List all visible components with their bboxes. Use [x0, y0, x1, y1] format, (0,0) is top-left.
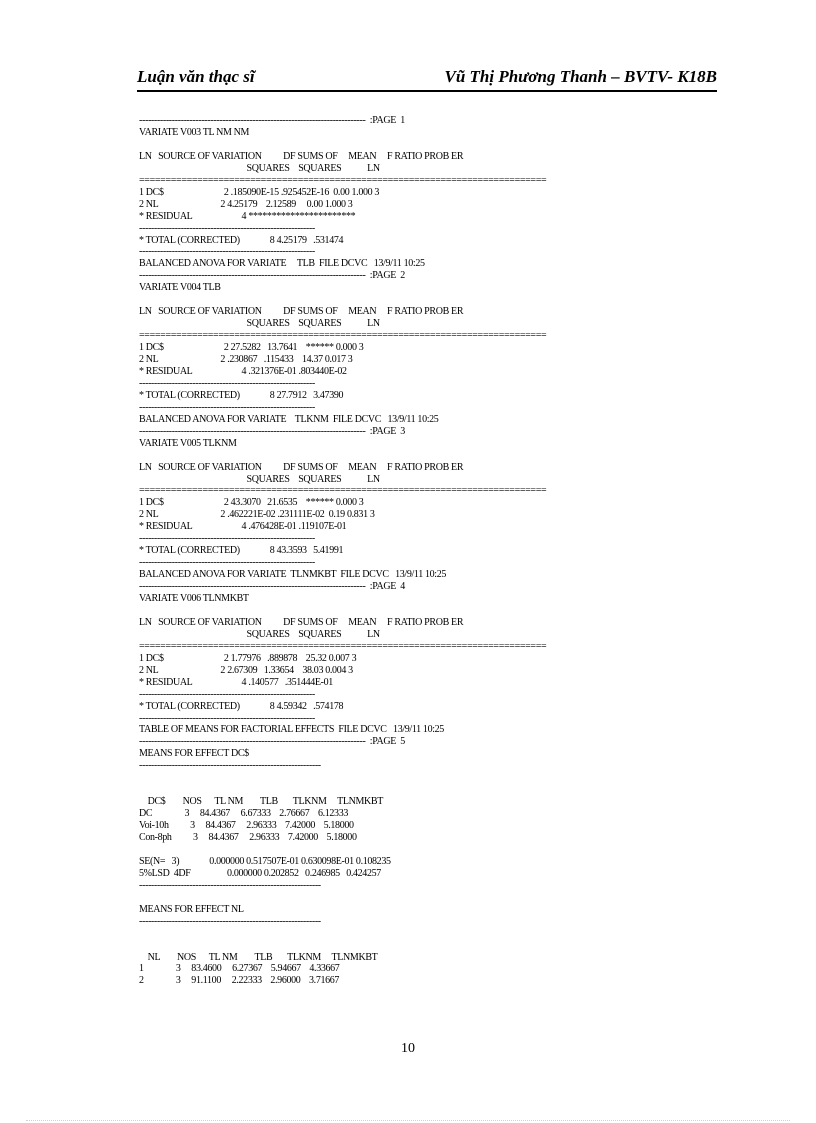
listing-line: =============================================================================	[139, 485, 547, 497]
listing-line: SQUARES SQUARES LN	[139, 473, 380, 485]
listing-line: LN SOURCE OF VARIATION DF SUMS OF MEAN F RATIO PROB ER	[139, 306, 464, 318]
listing-line: * RESIDUAL 4 .476428E-01 .119107E-01	[139, 521, 347, 533]
listing-line: 2 NL 2 .462221E-02 .231111E-02 0.19 0.831 3	[139, 509, 375, 521]
listing-line: 1 DC$ 2 43.3070 21.6535 ****** 0.000 3	[139, 497, 364, 509]
listing-line: -----------------------------------------------------------	[139, 688, 315, 700]
listing-line: BALANCED ANOVA FOR VARIATE TLNMKBT FILE DCVC 13/9/11 10:25	[139, 569, 447, 581]
listing-line: SQUARES SQUARES LN	[139, 318, 380, 330]
listing-line: 2 NL 2 2.67309 1.33654 38.03 0.004 3	[139, 664, 353, 676]
listing-line: 1 DC$ 2 1.77976 .889878 25.32 0.007 3	[139, 652, 357, 664]
running-header	[137, 66, 717, 92]
listing-line: BALANCED ANOVA FOR VARIATE TLKNM FILE DCVC 13/9/11 10:25	[139, 413, 439, 425]
listing-line: VARIATE V004 TLB	[139, 282, 221, 294]
listing-line: -------------------------------------------------------------	[139, 760, 321, 772]
listing-line: LN SOURCE OF VARIATION DF SUMS OF MEAN F RATIO PROB ER	[139, 616, 464, 628]
listing-line: -----------------------------------------------------------	[139, 246, 315, 258]
listing-line: MEANS FOR EFFECT NL	[139, 903, 244, 915]
listing-line: * RESIDUAL 4 .140577 .351444E-01	[139, 676, 333, 688]
listing-line: TABLE OF MEANS FOR FACTORIAL EFFECTS FILE DCVC 13/9/11 10:25	[139, 724, 444, 736]
listing-line: DC$ NOS TL NM TLB TLKNM TLNMKBT	[139, 796, 384, 808]
listing-line: 1 DC$ 2 27.5282 13.7641 ****** 0.000 3	[139, 342, 364, 354]
listing-line: ---------------------------------------------------------------------------- :PAGE 4	[139, 581, 405, 593]
listing-line: 2 3 91.1100 2.22333 2.96000 3.71667	[139, 975, 340, 987]
listing-line: ---------------------------------------------------------------------------- :PAGE 3	[139, 425, 405, 437]
listing-line: * TOTAL (CORRECTED) 8 27.7912 3.47390	[139, 389, 344, 401]
listing-line: VARIATE V005 TLKNM	[139, 437, 237, 449]
listing-line: -----------------------------------------------------------	[139, 712, 315, 724]
listing-line: -------------------------------------------------------------	[139, 915, 321, 927]
listing-line: Voi-10h 3 84.4367 2.96333 7.42000 5.18000	[139, 820, 354, 832]
listing-line: NL NOS TL NM TLB TLKNM TLNMKBT	[139, 951, 378, 963]
listing-line: * RESIDUAL 4 .321376E-01 .803440E-02	[139, 365, 347, 377]
listing-line: BALANCED ANOVA FOR VARIATE TLB FILE DCVC 13/9/11 10:25	[139, 258, 425, 270]
header-thesis-label: Luận văn thạc sĩ	[137, 67, 255, 86]
listing-line: -----------------------------------------------------------	[139, 377, 315, 389]
listing-line: -----------------------------------------------------------	[139, 222, 315, 234]
listing-line: VARIATE V006 TLNMKBT	[139, 593, 249, 604]
listing-line: 1 3 83.4600 6.27367 5.94667 4.33667	[139, 963, 340, 975]
listing-line: DC 3 84.4367 6.67333 2.76667 6.12333	[139, 808, 348, 820]
listing-line: * RESIDUAL 4 ***********************	[139, 210, 356, 222]
listing-line: SQUARES SQUARES LN	[139, 162, 380, 174]
listing-line: 2 NL 2 4.25179 2.12589 0.00 1.000 3	[139, 198, 353, 210]
listing-line: ---------------------------------------------------------------------------- :PAGE 5	[139, 736, 405, 748]
listing-line: -----------------------------------------------------------	[139, 533, 315, 545]
listing-line: ---------------------------------------------------------------------------- :PAGE 2	[139, 270, 405, 282]
listing-line: -----------------------------------------------------------	[139, 401, 315, 413]
listing-line: =============================================================================	[139, 640, 547, 652]
listing-line: * TOTAL (CORRECTED) 8 4.59342 .574178	[139, 700, 344, 712]
listing-line: * TOTAL (CORRECTED) 8 4.25179 .531474	[139, 234, 344, 246]
listing-line: LN SOURCE OF VARIATION DF SUMS OF MEAN F RATIO PROB ER	[139, 461, 464, 473]
listing-line: =============================================================================	[139, 330, 547, 342]
listing-line: 5%LSD 4DF 0.000000 0.202852 0.246985 0.424257	[139, 867, 381, 879]
page-bottom-rule	[26, 1120, 790, 1121]
listing-line: 2 NL 2 .230867 .115433 14.37 0.017 3	[139, 354, 353, 365]
listing-line: * TOTAL (CORRECTED) 8 43.3593 5.41991	[139, 545, 344, 557]
listing-line: SE(N= 3) 0.000000 0.517507E-01 0.630098E-01 0.108235	[139, 855, 391, 867]
page-number: 10	[401, 1041, 415, 1056]
listing-line: MEANS FOR EFFECT DC$	[139, 748, 249, 760]
listing-line: LN SOURCE OF VARIATION DF SUMS OF MEAN F RATIO PROB ER	[139, 150, 464, 162]
listing-line: -----------------------------------------------------------	[139, 557, 315, 569]
listing-line: ---------------------------------------------------------------------------- :PAGE 1	[139, 115, 405, 126]
listing-line: -------------------------------------------------------------	[139, 879, 321, 891]
listing-line: =============================================================================	[139, 174, 547, 186]
header-author-label: Vũ Thị Phương Thanh – BVTV- K18B	[444, 67, 717, 86]
listing-line: VARIATE V003 TL NM NM	[139, 126, 250, 138]
listing-line: Con-8ph 3 84.4367 2.96333 7.42000 5.18000	[139, 832, 357, 843]
listing-line: SQUARES SQUARES LN	[139, 628, 380, 640]
listing-line: 1 DC$ 2 .185090E-15 .925452E-16 0.00 1.000 3	[139, 186, 380, 198]
